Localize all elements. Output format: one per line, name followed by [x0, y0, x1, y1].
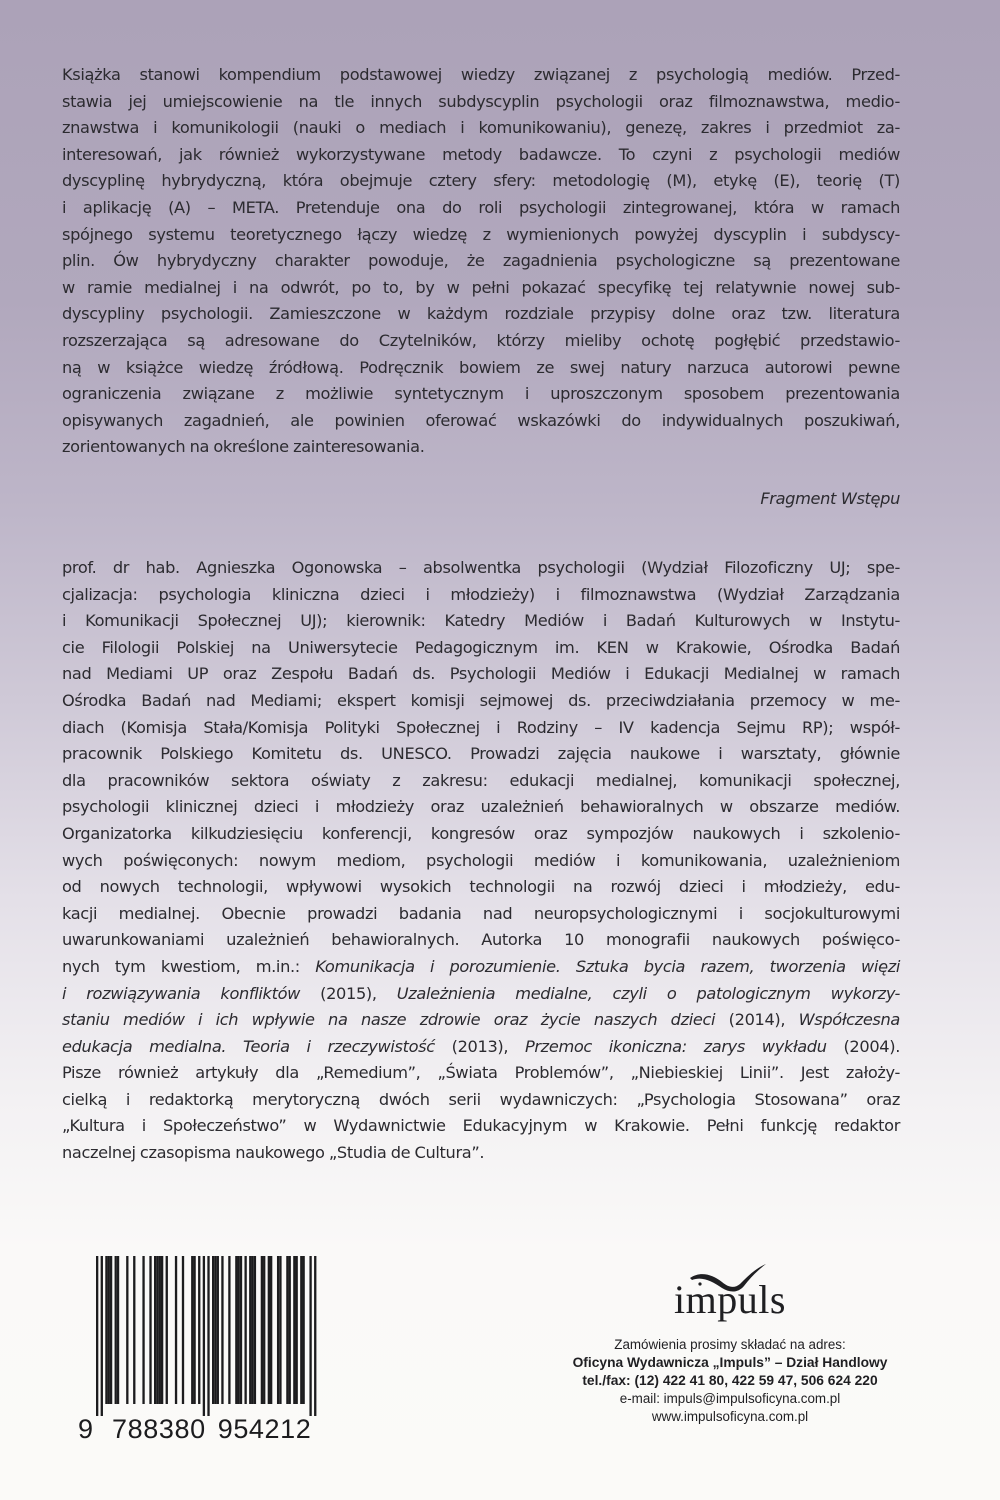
intro-line: stawia jej umiejscowienie na tle innych subdyscyplin psychologii oraz filmoznawstwa, medio- — [62, 91, 900, 111]
bio-text: Organizatorka kilkudziesięciu konferencji, kongresów oraz sympozjów naukowych i szkolenio- — [62, 823, 900, 843]
bio-line — [62, 768, 900, 795]
barcode-bar — [254, 1256, 256, 1404]
barcode-bar — [270, 1256, 272, 1404]
intro-line: Książka stanowi kompendium podstawowej wiedzy związanej z psychologią mediów. Przed- — [62, 65, 900, 84]
bio-line — [62, 874, 900, 901]
barcode-bar — [149, 1256, 151, 1404]
bio-line — [62, 1087, 900, 1114]
isbn-first-digit: 9 — [78, 1414, 94, 1444]
barcode-bar — [207, 1256, 209, 1416]
barcode-bar — [191, 1256, 193, 1404]
book-title-text: staniu mediów i ich wpływie na nasze zdrowie oraz życie naszych dzieci — [62, 1010, 716, 1030]
bio-text: dla pracowników sektora oświaty z zakresu: edukacji medialnej, komunikacji społecznej, — [62, 770, 900, 790]
publisher-email[interactable]: e-mail: impuls@impulsoficyna.com.pl — [619, 1391, 841, 1406]
barcode-bar — [286, 1256, 288, 1404]
publisher-website[interactable]: www.impulsoficyna.com.pl — [651, 1409, 809, 1424]
bio-text: od nowych technologii, wpływowi wysokich technologii na rozwój dzieci i młodzieży, edu- — [62, 877, 900, 897]
bio-line — [62, 1007, 900, 1034]
barcode-bar — [261, 1256, 263, 1404]
bio-line — [62, 954, 900, 981]
barcode-bar — [238, 1256, 240, 1404]
barcode-bar — [279, 1256, 281, 1404]
barcode-bar — [154, 1256, 156, 1404]
barcode-bar — [108, 1256, 110, 1404]
bio-line — [62, 741, 900, 768]
barcode-bar — [126, 1256, 128, 1404]
bio-line — [62, 981, 900, 1008]
bio-line — [62, 715, 900, 742]
intro-line: dyscyplinę hybrydyczną, która obejmuje cztery sfery: metodologię (M), etykę (E), teorię (T) — [62, 171, 900, 191]
barcode-bar — [293, 1256, 295, 1404]
barcode-bar — [249, 1256, 251, 1404]
barcode-bar — [156, 1256, 158, 1404]
intro-line: plin. Ów hybrydyczny charakter powoduje, że zagadnienia psychologiczne są prezentowane — [62, 251, 900, 271]
barcode-bars — [78, 1254, 318, 1416]
barcode-bar — [159, 1256, 161, 1404]
bio-text: prof. dr hab. Agnieszka Ogonowska – absolwentka psychologii (Wydział Filozoficzny UJ; spe- — [62, 558, 900, 577]
isbn-barcode — [78, 1254, 318, 1454]
barcode-bar — [314, 1256, 316, 1416]
bio-line — [62, 582, 900, 609]
bio-line — [62, 688, 900, 715]
bio-line — [62, 555, 900, 582]
bio-line — [62, 1113, 900, 1140]
barcode-bar — [263, 1256, 265, 1404]
bio-text: naczelnej czasopisma naukowego „Studia de Cultura”. — [62, 1143, 485, 1163]
bio-line — [62, 608, 900, 635]
barcode-bar — [96, 1256, 98, 1416]
barcode-bar — [268, 1256, 270, 1404]
barcode-bar — [240, 1256, 242, 1404]
publisher-logo — [650, 1262, 810, 1328]
barcode-bar — [105, 1256, 107, 1404]
bio-text: psychologii klinicznej dzieci i młodzieży oraz uzależnień behawioralnych w obszarze mediów. — [62, 797, 900, 817]
bio-text: (2015), — [300, 983, 397, 1003]
barcode-bar — [289, 1256, 291, 1404]
intro-line: znawstwa i komunikologii (nauki o mediach i komunikowaniu), genezę, zakres i przedmiot za- — [62, 118, 900, 138]
bio-text: (2013), — [434, 1036, 525, 1056]
bio-line — [62, 1140, 900, 1167]
bio-line — [62, 821, 900, 848]
bio-text: i Komunikacji Społecznej UJ); kierownik: Katedry Mediów i Badań Kulturowych w Instytu- — [62, 611, 900, 631]
bio-text: kacji medialnej. Obecnie prowadzi badania nad neuropsychologicznymi i socjokulturowymi — [62, 903, 900, 923]
bio-text: cie Filologii Polskiej na Uniwersytecie Pedagogicznym im. KEN w Krakowie, Ośrodka Badań — [62, 637, 900, 657]
barcode-bar — [101, 1256, 103, 1416]
intro-line: rozszerzająca są adresowane do Czytelników, którzy mieliby ochotę pogłębić przedstawio- — [62, 330, 900, 350]
isbn-digits — [78, 1414, 311, 1445]
barcode-bar — [117, 1256, 119, 1404]
bio-line — [62, 927, 900, 954]
barcode-bar — [198, 1256, 200, 1404]
bio-text: Pisze również artykuły dla „Remedium”, „Świata Problemów”, „Niebieskiej Linii”. Jest założy- — [62, 1063, 900, 1083]
barcode-bar — [110, 1256, 112, 1404]
barcode-bar — [244, 1256, 246, 1404]
barcode-bar — [221, 1256, 223, 1404]
bio-text: wych poświęconych: nowym mediom, psychologii mediów i komunikowania, uzależnieniom — [62, 850, 900, 870]
intro-line: i aplikację (A) – META. Pretenduje ona do roli psychologii zintegrowanej, która w ramach — [62, 197, 900, 217]
bio-text: nad Mediami UP oraz Zespołu Badań ds. Psychologii Mediów i Edukacji Medialnej w ramach — [62, 664, 900, 684]
publisher-block — [540, 1262, 920, 1426]
isbn-group-2: 954212 — [217, 1414, 312, 1444]
intro-line: ną w książce wiedzę źródłową. Podręcznik bowiem ze swej natury narzuca autorowi pewne — [62, 357, 900, 377]
barcode-bar — [214, 1256, 216, 1404]
book-title-text: Przemoc ikoniczna: zarys wykładu — [524, 1036, 827, 1056]
bio-text: „Kultura i Społeczeństwo” w Wydawnictwie Edukacyjnym w Krakowie. Pełni funkcję redaktor — [62, 1116, 900, 1136]
author-bio-paragraph — [62, 555, 900, 1167]
bio-text: uwarunkowaniami uzależnień behawioralnych. Autorka 10 monografii naukowych poświęco- — [62, 930, 900, 950]
barcode-bar — [296, 1256, 298, 1404]
barcode-bar — [300, 1256, 302, 1404]
bio-text: diach (Komisja Stała/Komisja Polityki Społecznej i Rodziny – IV kadencja Sejmu RP); współ- — [62, 717, 900, 737]
bio-text: (2004). — [826, 1036, 900, 1056]
publisher-logo-text: impuls — [674, 1277, 786, 1322]
publisher-phone: tel./fax: (12) 422 41 80, 422 59 47, 506 624 220 — [582, 1373, 878, 1388]
bio-text: pracownik Polskiego Komitetu ds. UNESCO. Prowadzi zajęcia naukowe i warsztaty, głównie — [62, 744, 900, 764]
bio-text: (2014), — [715, 1010, 799, 1030]
barcode-bar — [235, 1256, 237, 1404]
barcode-bar — [251, 1256, 253, 1404]
barcode-bar — [217, 1256, 219, 1404]
barcode-bar — [175, 1256, 177, 1404]
intro-line: dyscypliny psychologii. Zamieszczone w każdym rozdziale przypisy dolne oraz tzw. literatura — [62, 304, 900, 324]
book-title-text: i rozwiązywania konfliktów — [62, 983, 301, 1003]
barcode-bar — [203, 1256, 205, 1416]
intro-line: spójnego systemu teoretycznego łączy wiedzę z wymienionych powyżej dyscyplin i subdyscy- — [62, 224, 900, 244]
bio-line — [62, 1060, 900, 1087]
barcode-bar — [142, 1256, 144, 1404]
bio-text: cjalizacja: psychologia kliniczna dzieci i młodzieży) i filmoznawstwa (Wydział Zarządzania — [62, 584, 900, 604]
barcode-bar — [133, 1256, 135, 1404]
bio-text: cielką i redaktorką merytoryczną dwóch serii wydawniczych: „Psychologia Stosowana” oraz — [62, 1089, 900, 1109]
isbn-group-1: 788380 — [112, 1414, 206, 1444]
barcode-bar — [166, 1256, 168, 1404]
bio-line — [62, 635, 900, 662]
bio-line — [62, 848, 900, 875]
book-title-text: Komunikacja i porozumienie. Sztuka bycia razem, tworzenia więzi — [315, 956, 900, 976]
bio-line — [62, 1034, 900, 1061]
publisher-name: Oficyna Wydawnicza „Impuls” – Dział Handlowy — [572, 1355, 888, 1370]
intro-signature: Fragment Wstępu — [760, 489, 900, 508]
intro-line: opisywanych zagadnień, ale powinien oferować wskazówki do indywidualnych poszukiwań, — [62, 410, 900, 430]
bio-text: Ośrodka Badań nad Mediami; ekspert komisji sejmowej ds. przeciwdziałania przemocy w me- — [62, 690, 900, 710]
book-title-text: Współczesna — [798, 1010, 900, 1030]
barcode-bar — [193, 1256, 195, 1404]
barcode-bar — [182, 1256, 184, 1404]
intro-line: interesowań, jak również wykorzystywane metody badawcze. To czyni z psychologii mediów — [62, 144, 900, 164]
bio-line — [62, 901, 900, 928]
bio-line — [62, 661, 900, 688]
barcode-bar — [228, 1256, 230, 1404]
barcode-bar — [309, 1256, 311, 1416]
intro-line: ograniczenia związane z możliwie syntetycznym i uproszczonym sposobem prezentowania — [62, 384, 900, 404]
intro-line: w ramie medialnej i na odwrót, po to, by w pełni pokazać specyfikę tej relatywnie nowej sub- — [62, 277, 900, 297]
book-title-text: Uzależnienia medialne, czyli o patologicznym wykorzy- — [396, 983, 900, 1003]
barcode-bar — [212, 1256, 214, 1404]
bio-text: nych tym kwestiom, m.in.: — [62, 956, 316, 976]
book-title-text: edukacja medialna. Teoria i rzeczywistość — [62, 1036, 435, 1056]
intro-paragraph — [62, 62, 900, 461]
barcode-bar — [161, 1256, 163, 1404]
barcode-bar — [277, 1256, 279, 1404]
intro-line: zorientowanych na określone zainteresowania. — [62, 437, 425, 457]
barcode-bar — [302, 1256, 304, 1404]
order-note: Zamówienia prosimy składać na adres: — [614, 1337, 846, 1352]
barcode-bar — [115, 1256, 117, 1404]
bio-line — [62, 794, 900, 821]
